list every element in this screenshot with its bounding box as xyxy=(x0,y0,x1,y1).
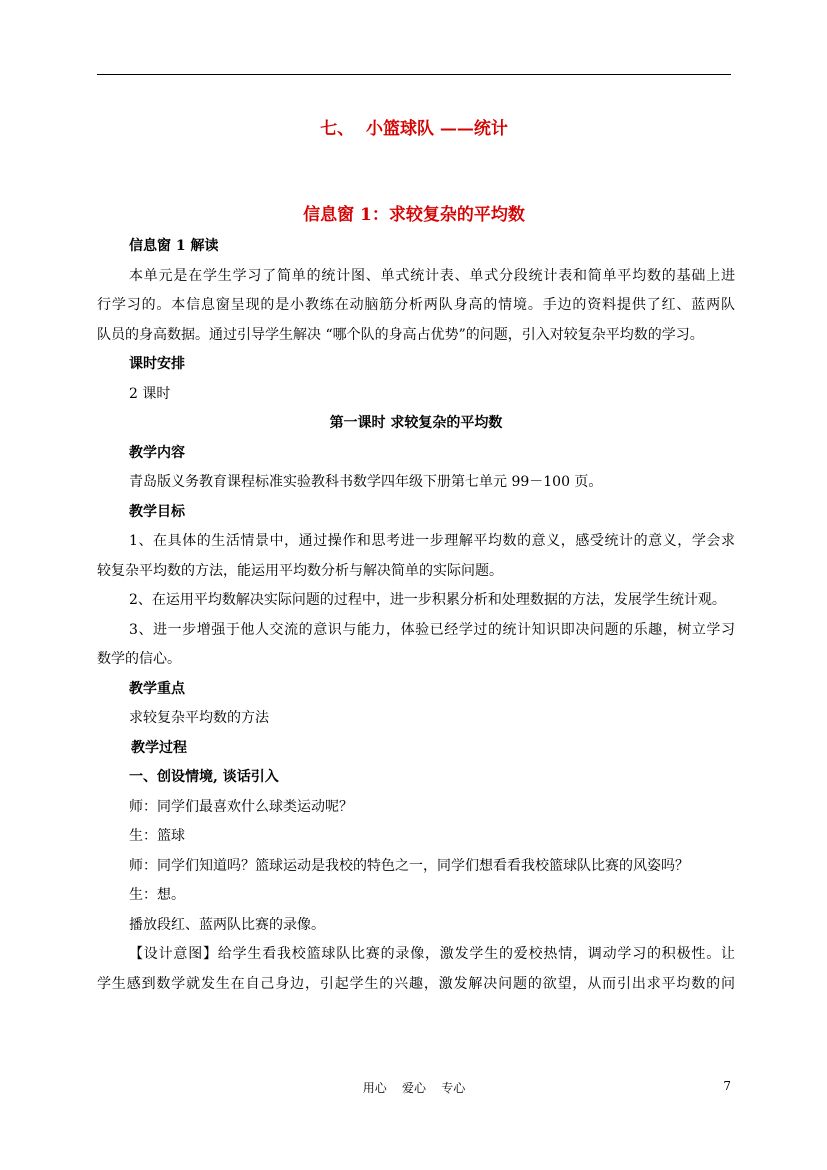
interpretation-line-1: 本单元是在学生学习了简单的统计图、单式统计表、单式分段统计表和简单平均数的基础上进 xyxy=(129,267,735,284)
schedule-heading: 课时安排 xyxy=(129,356,185,372)
goal-line-1: 1、在具体的生活情景中，通过操作和思考进一步理解平均数的意义，感受统计的意义，学会求 xyxy=(129,533,735,549)
page-number: 7 xyxy=(723,1079,731,1093)
lesson-title: 第一课时 求较复杂的平均数 xyxy=(329,415,503,431)
header-rule xyxy=(97,74,731,75)
content-heading: 教学内容 xyxy=(129,444,185,461)
goal-line-3: 2、在运用平均数解决实际问题的过程中，进一步积累分析和处理数据的方法，发展学生统计观。 xyxy=(129,592,726,608)
dialogue-line-4: 生：想。 xyxy=(129,887,185,903)
design-intent-line-2: 学生感到数学就发生在自己身边，引起学生的兴趣，激发解决问题的欲望，从而引出求平均数的问 xyxy=(97,975,735,992)
footer-motto: 用心 爱心 专心 xyxy=(362,1081,466,1095)
interpretation-line-3: 队员的身高数据。通过引导学生解决 “哪个队的身高占优势”的问题，引入对较复杂平均数的学习。 xyxy=(97,326,704,343)
dialogue-line-1: 师：同学们最喜欢什么球类运动呢？ xyxy=(129,798,353,815)
design-intent-line-1: 【设计意图】给学生看我校篮球队比赛的录像，激发学生的爱校热情，调动学习的积极性。让 xyxy=(129,946,735,962)
content-value: 青岛版义务教育课程标准实验教科书数学四年级下册第七单元 99－100 页。 xyxy=(129,474,603,490)
focus-heading: 教学重点 xyxy=(129,680,185,697)
dialogue-line-5: 播放段红、蓝两队比赛的录像。 xyxy=(129,916,325,933)
step1-heading: 一、创设情境, 谈话引入 xyxy=(129,769,279,785)
schedule-value: 2 课时 xyxy=(129,385,171,402)
chapter-title: 七、 小篮球队 ——统计 xyxy=(320,119,508,139)
focus-value: 求较复杂平均数的方法 xyxy=(129,710,269,726)
goal-line-4: 3、进一步增强于他人交流的意识与能力，体验已经学过的统计知识即决问题的乐趣，树立学习 xyxy=(129,621,735,638)
info-window-title: 信息窗 1：求较复杂的平均数 xyxy=(303,205,525,225)
dialogue-line-3: 师：同学们知道吗？篮球运动是我校的特色之一，同学们想看看我校篮球队比赛的风姿吗？ xyxy=(129,857,689,874)
document-body xyxy=(97,232,735,999)
interpretation-heading: 信息窗 1 解读 xyxy=(129,238,219,254)
process-heading: 教学过程 xyxy=(131,739,187,756)
goal-line-2: 较复杂平均数的方法，能运用平均数分析与解决简单的实际问题。 xyxy=(97,562,503,579)
goal-line-5: 数学的信心。 xyxy=(97,651,181,667)
dialogue-line-2: 生：篮球 xyxy=(129,828,185,844)
interpretation-line-2: 行学习的。本信息窗呈现的是小教练在动脑筋分析两队身高的情境。手边的资料提供了红、蓝两队 xyxy=(97,297,735,313)
goals-heading: 教学目标 xyxy=(129,503,185,520)
